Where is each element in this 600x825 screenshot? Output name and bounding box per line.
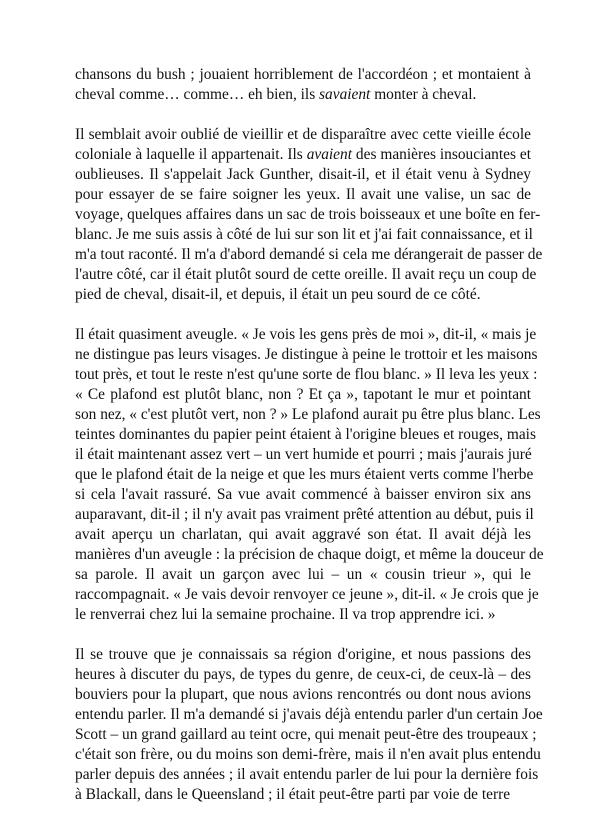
paragraph	[75, 65, 531, 105]
text-line: entendu parler. Il m'a demandé si j'avais déjà entendu parler d'un certain Joe	[75, 706, 543, 723]
text-line: voyage, quelques affaires dans un sac de trois boisseaux et une boîte en fer-	[75, 206, 541, 223]
text-line: auparavant, dit-il ; il n'y avait pas vraiment prêté attention au début, puis il	[75, 506, 534, 523]
text-line: avait aperçu un charlatan, qui avait aggravé son état. Il avait déjà les	[75, 526, 531, 543]
text-line: l'autre côté, car il était plutôt sourd de cette oreille. Il avait reçu un coup de	[75, 266, 537, 283]
paragraph	[75, 325, 544, 625]
text-line: pied de cheval, disait-il, et depuis, il était un peu sourd de ce côté.	[75, 286, 481, 303]
text-line: heures à discuter du pays, de types du genre, de ceux-ci, de ceux-là – des	[75, 666, 531, 683]
text-line: son nez, « c'est plutôt vert, non ? » Le plafond aurait pu être plus blanc. Les	[75, 406, 541, 423]
text-line: manières d'un aveugle : la précision de chaque doigt, et même la douceur de	[75, 546, 544, 563]
text-line: à Blackall, dans le Queensland ; il était peut-être parti par voie de terre	[75, 786, 511, 803]
paragraph	[75, 645, 543, 805]
text-line: parler depuis des années ; il avait entendu parler de lui pour la dernière fois	[75, 766, 539, 783]
text-line: pour essayer de se faire soigner les yeux. Il avait une valise, un sac de	[75, 186, 531, 203]
text-line: c'était son frère, ou du moins son demi-frère, mais il n'en avait plus entendu	[75, 746, 541, 763]
text-line: coloniale à laquelle il appartenait. Ils avaient des manières insouciantes et	[75, 146, 531, 163]
text-line: bouviers pour la plupart, que nous avions rencontrés ou dont nous avions	[75, 686, 531, 703]
text-line: si cela l'avait rassuré. Sa vue avait commencé à baisser environ six ans	[75, 486, 531, 503]
document-page	[75, 65, 544, 825]
text-line: le renverrai chez lui la semaine prochaine. Il va trop apprendre ici. »	[75, 606, 496, 623]
text-line: ne distingue pas leurs visages. Je distingue à peine le trottoir et les maisons	[75, 346, 538, 363]
text-line: sa parole. Il avait un garçon avec lui – un « cousin trieur », qui le	[75, 566, 531, 583]
text-line: Il semblait avoir oublié de vieillir et de disparaître avec cette vieille école	[75, 126, 531, 143]
text-line: raccompagnait. « Je vais devoir renvoyer ce jeune », dit-il. « Je crois que je	[75, 586, 539, 603]
text-line: blanc. Je me suis assis à côté de lui sur son lit et j'ai fait connaissance, et il	[75, 226, 533, 243]
text-line: oublieuses. Il s'appelait Jack Gunther, disait-il, et il était venu à Sydney	[75, 166, 531, 183]
text-line: cheval comme… comme… eh bien, ils savaient monter à cheval.	[75, 86, 477, 103]
text-line: chansons du bush ; jouaient horriblement de l'accordéon ; et montaient à	[75, 66, 531, 83]
text-line: Il se trouve que je connaissais sa région d'origine, et nous passions des	[75, 646, 531, 663]
text-line: Il était quasiment aveugle. « Je vois les gens près de moi », dit-il, « mais je	[75, 326, 537, 343]
text-line: « Ce plafond est plutôt blanc, non ? Et ça », tapotant le mur et pointant	[75, 386, 531, 403]
paragraph	[75, 125, 543, 305]
text-line: Scott – un grand gaillard au teint ocre, qui menait peut-être des troupeaux ;	[75, 726, 537, 743]
text-line: m'a tout raconté. Il m'a d'abord demandé si cela me dérangerait de passer de	[75, 246, 543, 263]
text-line: teintes dominantes du papier peint étaient à l'origine bleues et rouges, mais	[75, 426, 536, 443]
text-line: que le plafond était de la neige et que les murs étaient verts comme l'herbe	[75, 466, 534, 483]
text-line: tout près, et tout le reste n'est qu'une sorte de flou blanc. » Il leva les yeux :	[75, 366, 538, 383]
text-line: il était maintenant assez vert – un vert humide et pourri ; mais j'aurais juré	[75, 446, 532, 463]
